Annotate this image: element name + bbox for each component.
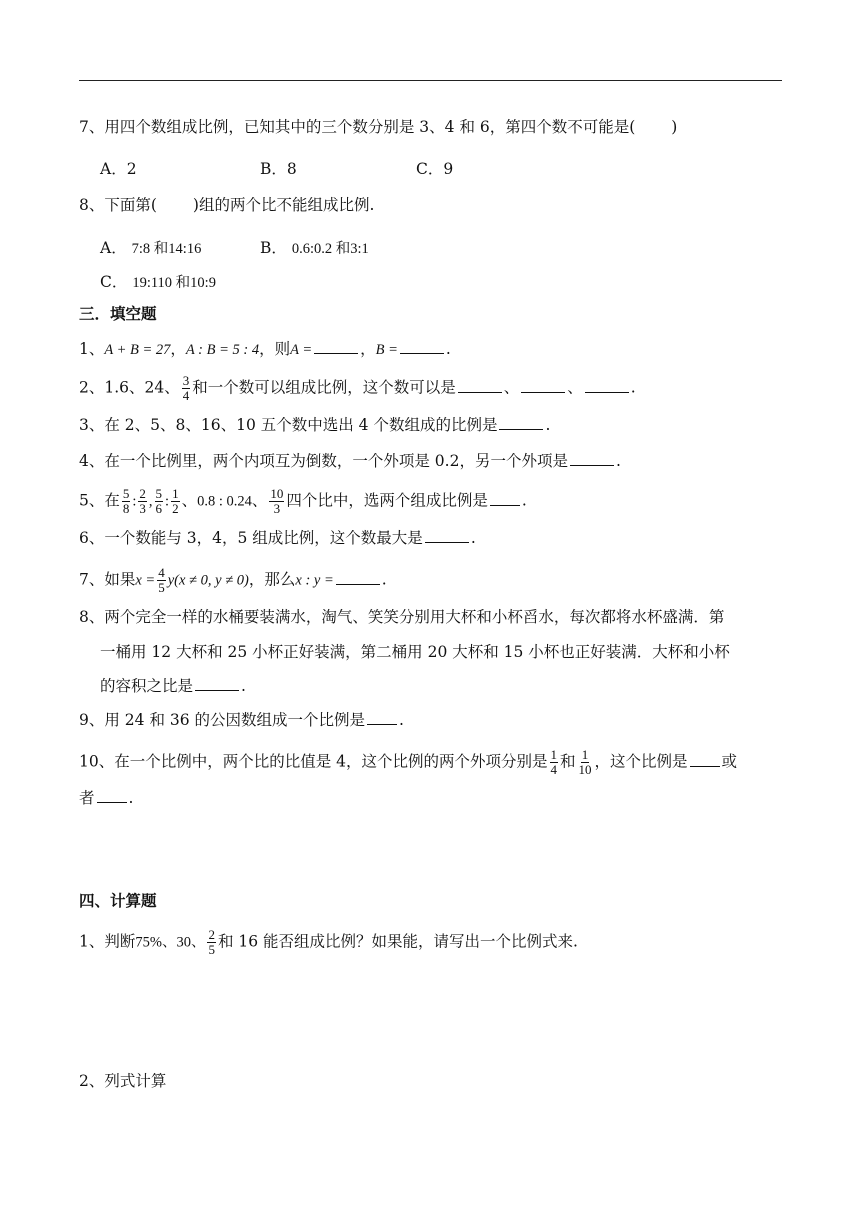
ratio: 0.8 : 0.24	[197, 493, 252, 510]
period: .	[445, 340, 451, 358]
option-text: 7:8 和14:16	[131, 241, 202, 257]
separator: 、	[251, 491, 268, 510]
denominator: 5	[158, 580, 165, 595]
answer-blank[interactable]	[400, 339, 444, 354]
item-text: 5、在	[79, 491, 120, 510]
numerator: 1	[172, 486, 179, 501]
fill-7	[79, 566, 387, 595]
answer-blank[interactable]	[490, 491, 520, 506]
item-text: 7、如果	[79, 570, 136, 589]
equation: x =	[135, 572, 156, 589]
colon: :	[165, 493, 170, 510]
option-label: A．	[100, 239, 127, 257]
colon: :	[132, 493, 137, 510]
section-heading: 三．填空题	[79, 304, 157, 323]
answer-blank[interactable]	[195, 676, 239, 691]
item-text: 和一个数可以组成比例，这个数可以是	[192, 378, 456, 397]
item-text: 6、一个数能与 3，4，5 组成比例，这个数最大是	[79, 529, 423, 547]
item-number: 1、	[79, 340, 105, 358]
answer-blank[interactable]	[367, 710, 397, 725]
period: .	[241, 677, 246, 695]
separator: ，	[360, 340, 376, 358]
option-label: B．	[260, 239, 287, 257]
fill-6	[79, 528, 476, 548]
header-rule	[79, 80, 782, 81]
question-8-text: 8、下面第(	[79, 196, 157, 214]
question-8-text-end: )组的两个比不能组成比例.	[192, 196, 375, 214]
period: .	[381, 570, 387, 589]
item-text: 3、在 2、5、8、16、10 五个数中选出 4 个数组成的比例是	[79, 416, 498, 434]
period: .	[615, 452, 621, 470]
question-7	[79, 117, 677, 137]
fill-8-line-2: 一桶用 12 大杯和 25 小杯正好装满，第二桶用 20 大杯和 15 小杯也正好装满．大杯和小杯	[100, 643, 730, 661]
item-text: 10、在一个比例中，两个比的比值是 4，这个比例的两个外项分别是	[79, 752, 548, 771]
period: .	[470, 529, 476, 547]
answer-blank[interactable]	[570, 451, 614, 466]
comma: ,	[148, 493, 153, 510]
denominator: 4	[182, 388, 190, 403]
fill-3	[79, 415, 550, 435]
item-text: 9、用 24 和 36 的公因数组成一个比例是	[79, 711, 366, 729]
fill-10	[79, 748, 737, 777]
fraction	[207, 928, 216, 957]
fill-8: 8、两个完全一样的水桶要装满水，淘气、笑笑分别用大杯和小杯舀水，每次都将水杯盛满．第	[79, 608, 725, 626]
connector-text: 或	[721, 752, 738, 771]
calc-1	[79, 928, 578, 957]
question-7-text: 7、用四个数组成比例，已知其中的三个数分别是 3、4 和 6，第四个数不可能是(	[79, 118, 636, 136]
numerator: 2	[139, 486, 146, 501]
denominator: 2	[172, 501, 179, 516]
numerator: 3	[182, 373, 190, 388]
denominator: 6	[155, 501, 163, 516]
connector-text: ，则	[259, 340, 291, 358]
ratio-expression: x : y =	[295, 572, 334, 589]
numerator: 5	[155, 486, 163, 501]
numerator: 1	[550, 747, 558, 762]
equation: A : B = 5 : 4	[185, 342, 260, 358]
answer-blank[interactable]	[521, 378, 565, 393]
connector-text: 和	[560, 752, 576, 771]
numerator: 10	[270, 486, 284, 501]
option-c	[100, 270, 216, 292]
variable-a: A =	[290, 342, 313, 358]
numerator: 5	[122, 486, 130, 501]
numerator: 1	[581, 747, 589, 762]
fill-8-line-3	[100, 676, 246, 696]
denominator: 3	[139, 501, 146, 516]
numerator: 2	[208, 927, 215, 942]
item-text: ，这个比例是	[594, 752, 688, 771]
fill-9	[79, 710, 404, 730]
item-text: ，那么	[248, 570, 296, 589]
numerator: 4	[158, 565, 165, 580]
question-8	[79, 195, 374, 215]
period: .	[545, 416, 551, 434]
option-b: B．8	[260, 160, 297, 178]
fraction	[138, 487, 147, 516]
option-c: C．9	[416, 160, 454, 178]
fraction	[171, 487, 180, 516]
fraction	[155, 487, 164, 516]
option-b	[260, 236, 369, 258]
answer-blank[interactable]	[425, 528, 469, 543]
fill-10-line-2	[79, 788, 133, 808]
fraction	[578, 748, 593, 777]
denominator: 3	[273, 501, 281, 516]
option-label: C．	[100, 273, 128, 291]
period: .	[399, 711, 404, 729]
calc-2: 2、列式计算	[79, 1072, 167, 1090]
fill-4	[79, 451, 621, 471]
item-text: 四个比中，选两个组成比例是	[286, 491, 488, 510]
fraction	[182, 374, 191, 403]
answer-blank[interactable]	[499, 415, 543, 430]
answer-blank[interactable]	[585, 378, 629, 393]
equation: A + B = 27	[104, 342, 171, 358]
answer-blank[interactable]	[690, 752, 720, 767]
item-text: 2、1.6、24、	[79, 378, 180, 397]
item-text: 1、判断	[79, 932, 136, 951]
fraction	[269, 487, 284, 516]
numbers: 75%、30、	[135, 934, 206, 951]
answer-blank[interactable]	[314, 339, 358, 354]
separator: 、	[503, 378, 520, 397]
denominator: 4	[550, 762, 558, 777]
item-text: 的容积之比是	[100, 677, 194, 695]
separator: ，	[170, 340, 186, 358]
separator: 、	[181, 491, 198, 510]
period: .	[128, 789, 134, 807]
denominator: 8	[122, 501, 130, 516]
period: .	[521, 491, 527, 510]
condition: y(x ≠ 0, y ≠ 0)	[167, 572, 249, 589]
separator: 、	[567, 378, 583, 397]
answer-blank[interactable]	[336, 570, 380, 585]
fraction	[157, 566, 166, 595]
section-heading: 四、计算题	[79, 891, 157, 910]
item-text: 和 16 能否组成比例？如果能，请写出一个比例式来.	[217, 932, 578, 951]
answer-blank[interactable]	[97, 788, 127, 803]
fill-2	[79, 374, 636, 403]
item-text: 4、在一个比例里，两个内项互为倒数，一个外项是 0.2，另一个外项是	[79, 452, 568, 470]
fraction	[122, 487, 131, 516]
answer-blank[interactable]	[458, 378, 502, 393]
fill-5	[79, 487, 527, 516]
variable-b: B =	[375, 342, 398, 358]
option-text: 0.6:0.2 和3:1	[291, 241, 369, 257]
option-text: 19:110 和10:9	[132, 275, 216, 291]
period: .	[630, 378, 636, 397]
fill-1	[79, 339, 451, 360]
denominator: 5	[208, 942, 215, 957]
paren-close: )	[671, 118, 678, 136]
denominator: 10	[578, 762, 592, 777]
item-text: 者	[79, 789, 95, 807]
option-a	[100, 236, 201, 258]
option-a: A．2	[100, 160, 137, 178]
fraction	[550, 748, 559, 777]
